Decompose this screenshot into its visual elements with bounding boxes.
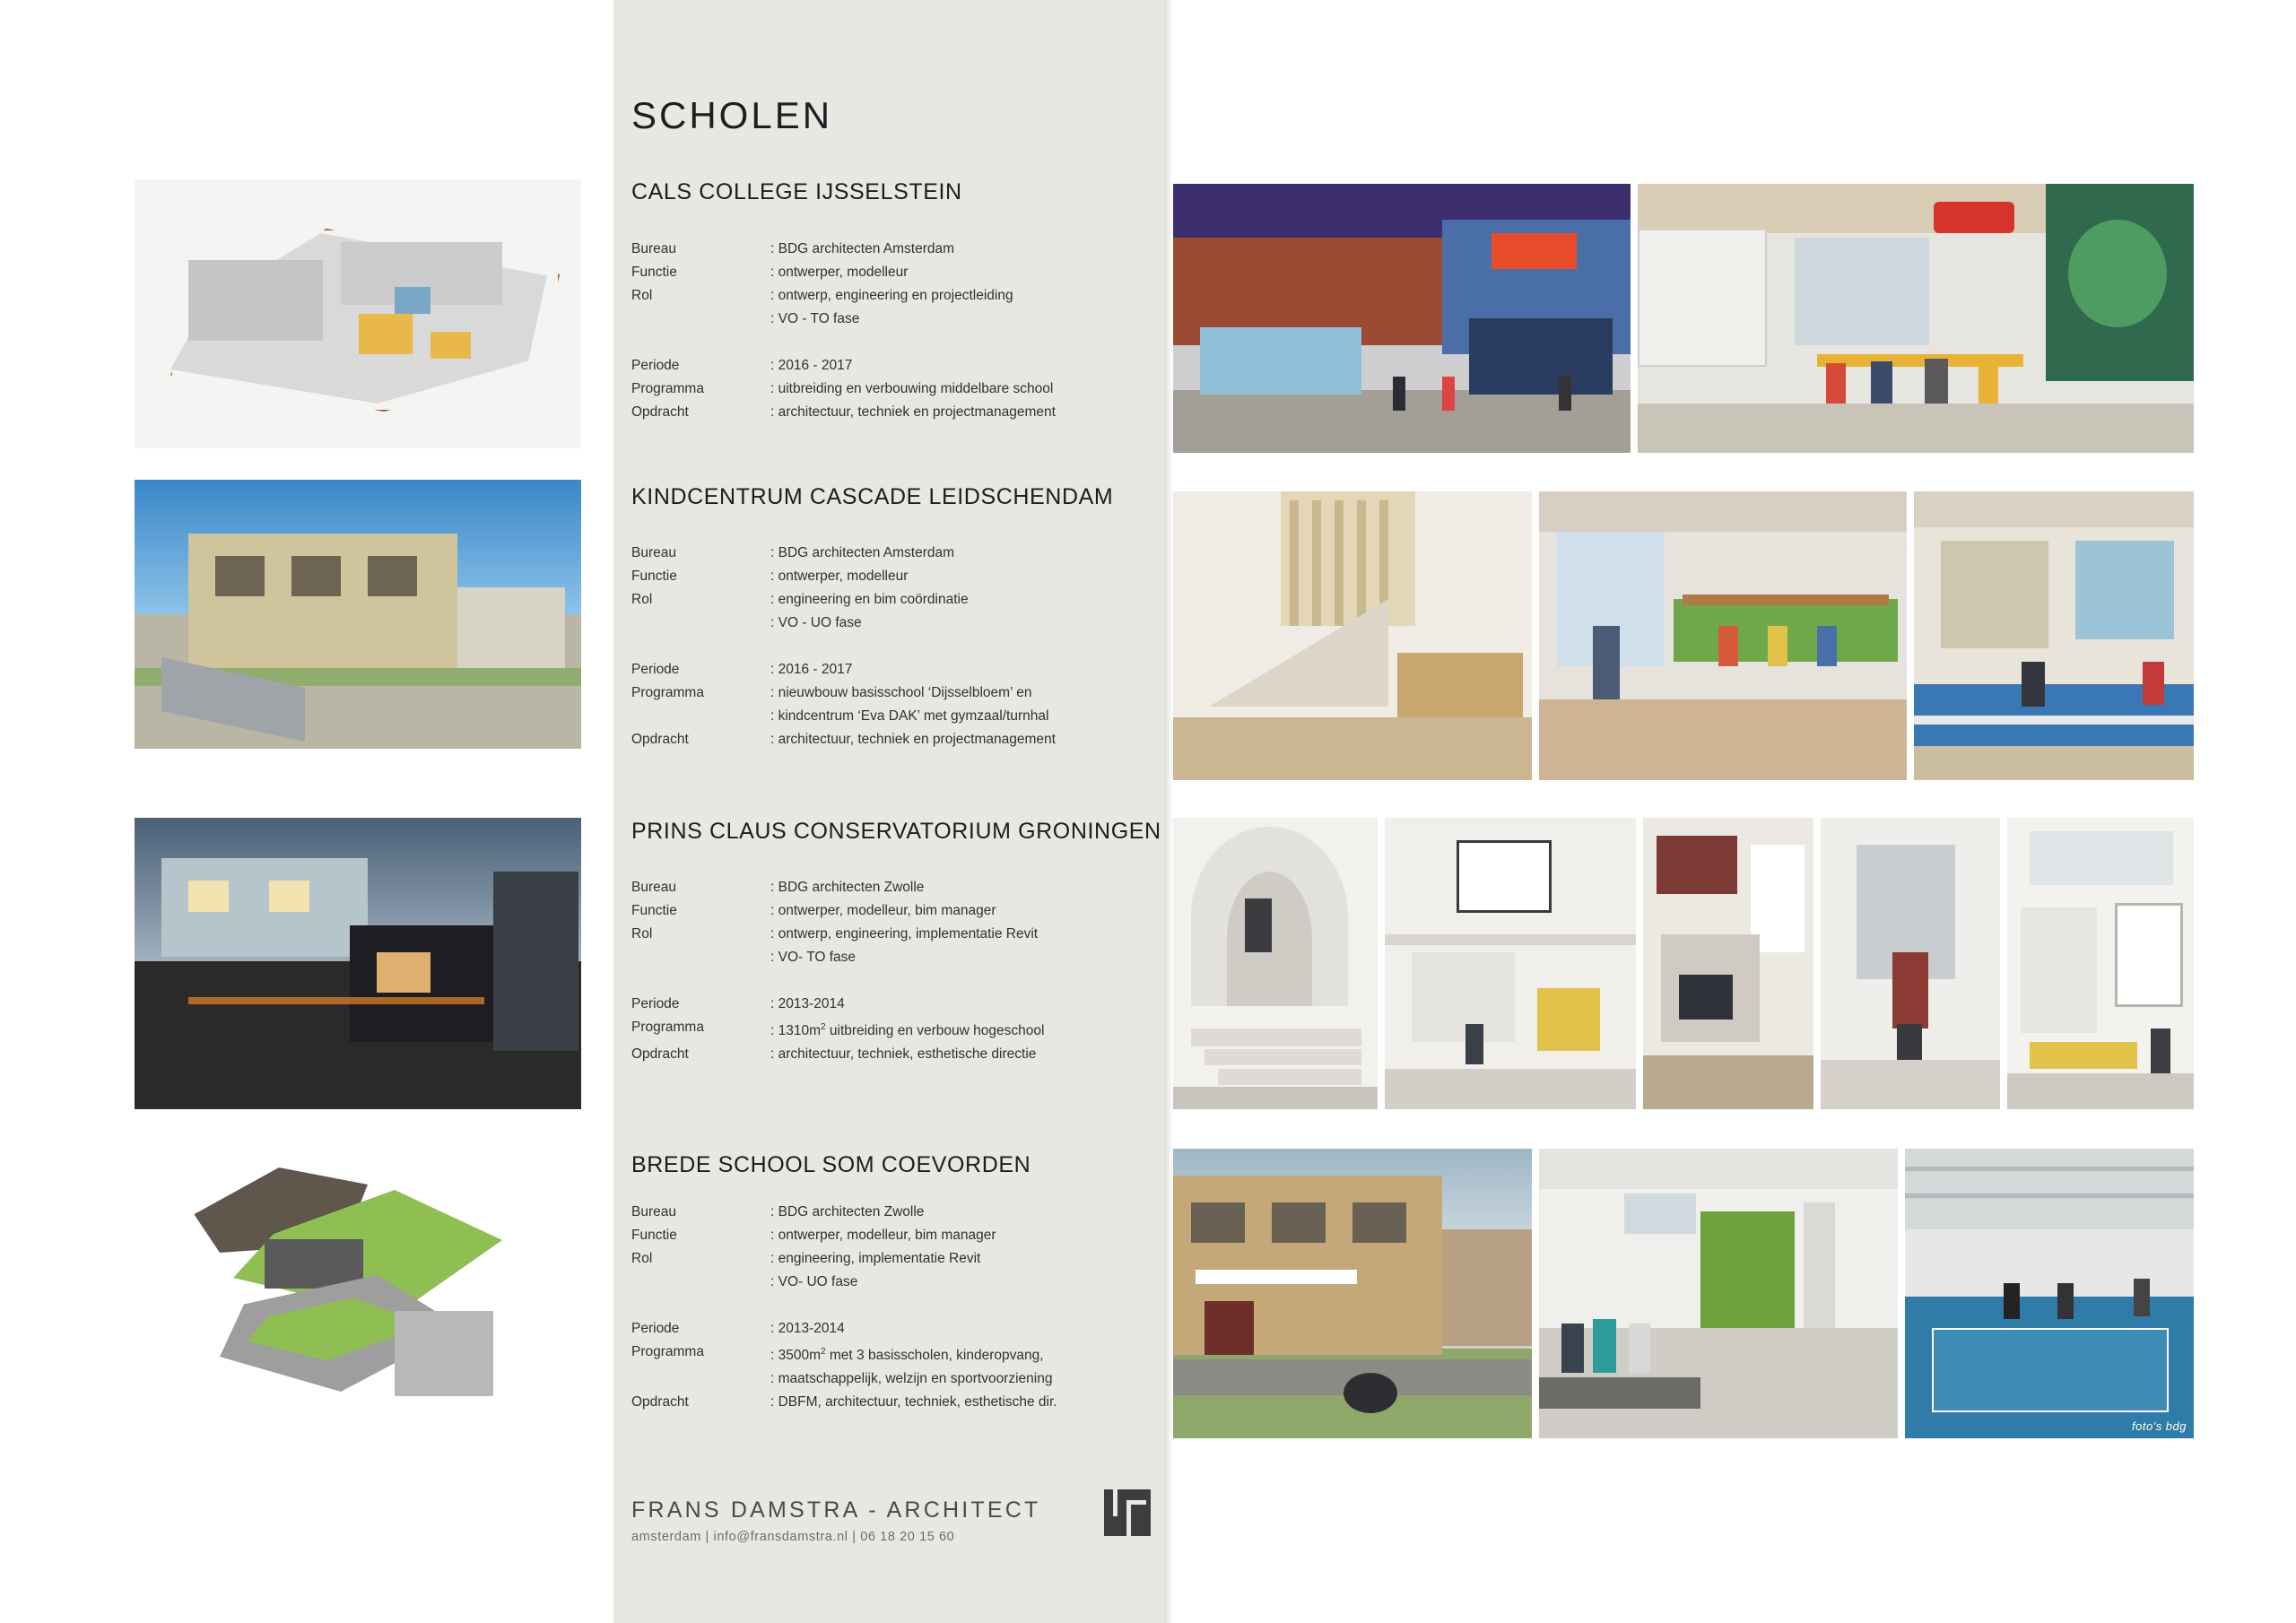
detail-row [631,946,1152,969]
detail-row [631,1317,1152,1341]
project-title-3: PRINS CLAUS CONSERVATORIUM GRONINGEN [631,819,1161,844]
detail-value: : ontwerp, engineering en projectleiding [770,288,1013,303]
detail-row [631,1016,1152,1043]
detail-value: : 2016 - 2017 [770,662,853,677]
cascade-stairs-interior [1173,491,1532,780]
footer-contact: amsterdam | info@fransdamstra.nl | 06 18 20 15 60 [631,1530,955,1544]
detail-value: : 2013-2014 [770,1321,845,1336]
detail-value: : maatschappelijk, welzijn en sportvoorziening [770,1371,1053,1387]
cascade-gym-interior [1914,491,2194,780]
detail-row [631,1341,1152,1367]
detail-value: : BDG architecten Zwolle [770,880,925,895]
detail-value: : ontwerper, modelleur [770,265,909,280]
detail-value: : VO- TO fase [770,950,857,965]
detail-value: : engineering, implementatie Revit [770,1251,981,1266]
detail-value: : uitbreiding en verbouwing middelbare school [770,381,1054,396]
detail-value: : DBFM, architectuur, techniek, esthetische dir. [770,1394,1057,1410]
detail-row [631,876,1152,899]
detail-spacer [631,331,1152,354]
detail-value: : architectuur, techniek, esthetische directie [770,1046,1037,1063]
conservatorium-atrium [1385,818,1636,1109]
detail-value: : 2013-2014 [770,996,845,1011]
detail-label: Functie [631,903,677,918]
detail-label: Periode [631,1321,680,1336]
detail-value: : VO - TO fase [770,311,860,326]
project-details-4 [631,1201,1152,1414]
detail-row [631,565,1152,588]
conservatorium-stair-glass [2007,818,2194,1109]
detail-value: : architectuur, techniek en projectmanagement [770,404,1056,420]
detail-spacer [631,1294,1152,1317]
detail-value: : kindcentrum ‘Eva DAK’ met gymzaal/turnhal [770,708,1049,724]
detail-label: Bureau [631,880,676,895]
brede-school-hall-interior [1539,1149,1898,1438]
detail-label: Rol [631,926,653,942]
detail-value: : BDG architecten Zwolle [770,1204,925,1219]
detail-value: : architectuur, techniek en projectmanagement [770,732,1056,747]
detail-value: : engineering en bim coördinatie [770,592,969,607]
detail-value: : VO - UO fase [770,615,862,630]
detail-row [631,1247,1152,1271]
detail-label: Periode [631,662,680,677]
detail-label: Functie [631,1228,677,1243]
detail-label-empty [631,612,770,635]
detail-row [631,705,1152,728]
detail-value: : BDG architecten Amsterdam [770,241,955,256]
detail-row [631,1043,1152,1066]
project-details-3 [631,876,1152,1066]
detail-label-empty [631,1367,770,1391]
detail-row [631,284,1152,308]
detail-row [631,993,1152,1016]
detail-label: Rol [631,1251,653,1266]
detail-row [631,261,1152,284]
detail-label: Rol [631,288,653,303]
detail-label: Periode [631,996,680,1011]
detail-label: Programma [631,1020,704,1035]
conservatorium-corridor [1643,818,1813,1109]
project-details-2 [631,542,1152,751]
axonometric-plan-cals-college [135,179,581,448]
detail-row [631,588,1152,612]
detail-row [631,658,1152,681]
detail-row [631,612,1152,635]
detail-label-empty [631,946,770,969]
detail-row [631,899,1152,923]
detail-label: Opdracht [631,732,689,747]
detail-row [631,1271,1152,1294]
detail-value: : ontwerper, modelleur, bim manager [770,903,996,918]
cals-college-exterior-entrance [1173,184,1631,453]
detail-label: Programma [631,685,704,700]
exterior-kindcentrum-cascade [135,480,581,749]
detail-value: : BDG architecten Amsterdam [770,545,955,560]
page-title: SCHOLEN [631,94,833,136]
detail-label: Functie [631,568,677,584]
detail-value: : $3500m^2$ met 3 basisscholen, kinderopvang, [770,1347,1044,1364]
detail-value: : ontwerp, engineering, implementatie Revit [770,926,1039,942]
detail-row [631,1367,1152,1391]
brede-school-exterior [1173,1149,1532,1438]
photo-credit: foto's bdg [2132,1419,2187,1433]
detail-value: : nieuwbouw basisschool ‘Dijsselbloem’ en [770,685,1032,700]
detail-label: Opdracht [631,1394,689,1410]
exterior-prins-claus-conservatorium [135,818,581,1109]
detail-row [631,401,1152,424]
detail-value: : 2016 - 2017 [770,358,853,373]
project-title-4: BREDE SCHOOL SOM COEVORDEN [631,1152,1031,1177]
detail-label: Bureau [631,241,676,256]
cascade-cloakroom-interior [1539,491,1907,780]
detail-row [631,1201,1152,1224]
detail-label: Periode [631,358,680,373]
detail-spacer [631,969,1152,993]
detail-row [631,308,1152,331]
detail-row [631,728,1152,751]
band-shadow [1164,0,1173,1623]
conservatorium-practice-room [1821,818,2000,1109]
detail-label: Opdracht [631,404,689,420]
project-details-1 [631,238,1152,424]
detail-value: : $1310m^2$ uitbreiding en verbouw hogeschool [770,1022,1045,1039]
detail-label-empty [631,308,770,331]
detail-row [631,378,1152,401]
detail-row [631,923,1152,946]
detail-row [631,542,1152,565]
detail-label-empty [631,1271,770,1294]
conservatorium-spiral-stair [1173,818,1378,1109]
detail-label-empty [631,705,770,728]
detail-label: Opdracht [631,1046,689,1063]
detail-label: Programma [631,1344,704,1359]
axonometric-brede-school-som [135,1141,581,1410]
detail-row [631,1391,1152,1414]
detail-value: : ontwerper, modelleur [770,568,909,584]
fd-monogram-icon [1104,1489,1151,1536]
detail-label: Rol [631,592,653,607]
detail-row [631,354,1152,378]
detail-row [631,681,1152,705]
detail-label: Bureau [631,545,676,560]
detail-value: : VO- UO fase [770,1274,858,1289]
brede-school-sportshall [1905,1149,2194,1438]
detail-label: Functie [631,265,677,280]
project-title-2: KINDCENTRUM CASCADE LEIDSCHENDAM [631,484,1114,509]
detail-spacer [631,635,1152,658]
project-title-1: CALS COLLEGE IJSSELSTEIN [631,179,962,204]
detail-row [631,1224,1152,1247]
detail-label: Bureau [631,1204,676,1219]
detail-label: Programma [631,381,704,396]
detail-row [631,238,1152,261]
cals-college-interior-studyhall [1638,184,2194,453]
detail-value: : ontwerper, modelleur, bim manager [770,1228,996,1243]
footer-studio-name: FRANS DAMSTRA - ARCHITECT [631,1497,1041,1523]
